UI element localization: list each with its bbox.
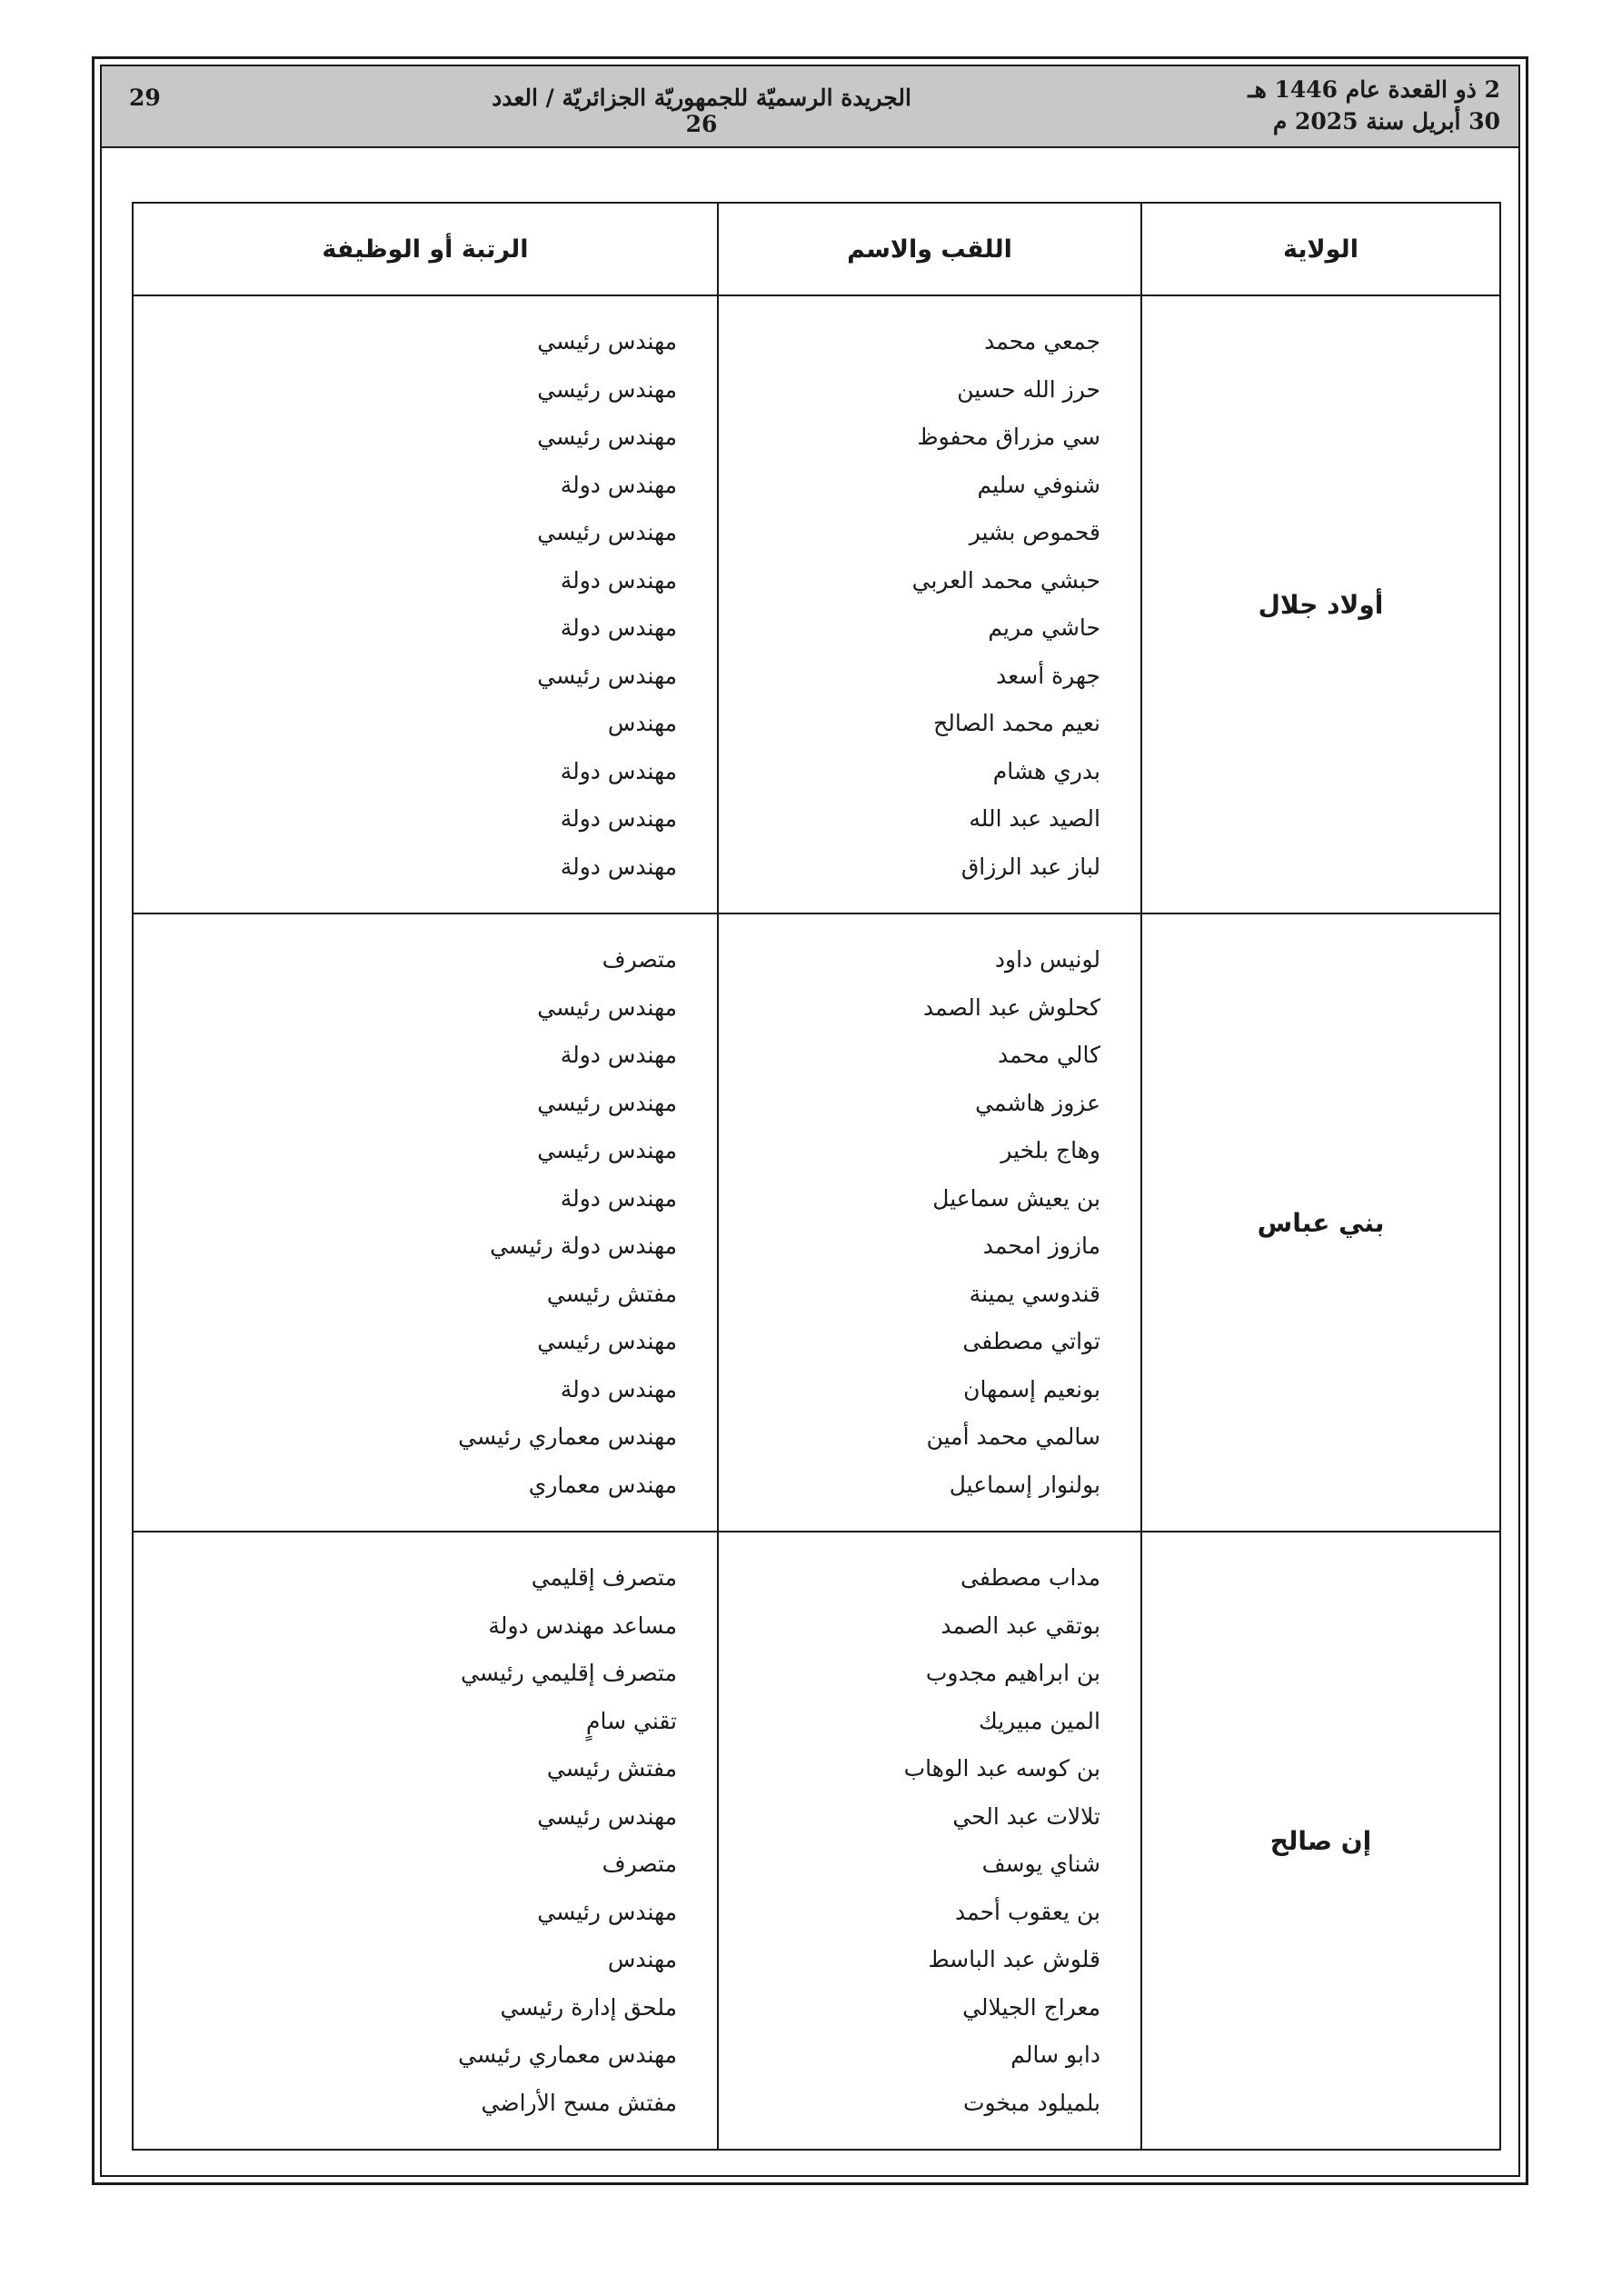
names-cell — [718, 913, 1141, 1532]
person-rank: مهندس معماري رئيسي — [458, 2041, 677, 2068]
person-rank: مفتش مسح الأراضي — [481, 2089, 677, 2116]
person-rank: مهندس رئيسي — [537, 1802, 677, 1830]
person-name: كالي محمد — [997, 1042, 1100, 1068]
person-rank: مهندس رئيسي — [537, 519, 677, 545]
person-name: المين مبيريك — [979, 1707, 1100, 1734]
person-name: حاشي مريم — [988, 614, 1100, 641]
person-rank: مهندس دولة — [560, 805, 677, 832]
header-date-gregorian: 30 أبريل سنة 2025 م — [1272, 108, 1500, 135]
person-name: بلميلود مبخوت — [962, 2089, 1100, 2116]
person-name: بن يعقوب أحمد — [955, 1898, 1100, 1925]
person-name: بن ابراهيم مجدوب — [925, 1660, 1100, 1686]
person-rank: مهندس دولة — [560, 1042, 677, 1068]
person-rank: مهندس دولة — [560, 1184, 677, 1212]
column-header-name: اللقب والاسم — [718, 203, 1141, 295]
person-name: دابو سالم — [1010, 2041, 1100, 2068]
person-rank: مهندس رئيسي — [537, 662, 677, 689]
person-rank: مهندس رئيسي — [537, 1898, 677, 1925]
person-rank: مهندس دولة — [560, 1375, 677, 1403]
person-rank: مهندس رئيسي — [537, 1089, 677, 1116]
person-rank: مهندس رئيسي — [537, 424, 677, 450]
column-header-wilaya: الولاية — [1141, 203, 1500, 295]
person-name: بدري هشام — [992, 757, 1100, 784]
person-name: بولنوار إسماعيل — [949, 1471, 1100, 1498]
wilaya-cell: بني عباس — [1141, 913, 1500, 1532]
person-rank: مهندس رئيسي — [537, 328, 677, 354]
person-rank: تقني سامٍ — [586, 1707, 677, 1734]
person-rank: مهندس معماري — [528, 1471, 677, 1498]
person-rank: مفتش رئيسي — [546, 1755, 677, 1782]
person-rank: متصرف — [602, 1851, 677, 1877]
person-rank: مهندس دولة رئيسي — [490, 1233, 677, 1259]
person-rank: متصرف — [602, 946, 677, 973]
person-name: لباز عبد الرزاق — [960, 853, 1100, 880]
person-name: قندوسي يمينة — [969, 1280, 1100, 1307]
person-rank: ملحق إدارة رئيسي — [500, 1993, 677, 2021]
person-rank: مهندس رئيسي — [537, 1328, 677, 1354]
person-name: لونيس داود — [994, 946, 1100, 973]
ranks-cell — [133, 295, 718, 913]
appointments-table — [132, 202, 1501, 2151]
person-name: بوتقي عبد الصمد — [940, 1612, 1100, 1639]
column-header-rank: الرتبة أو الوظيفة — [133, 203, 718, 295]
person-name: حبشي محمد العربي — [911, 566, 1100, 594]
person-name: سي مزراق محفوظ — [917, 424, 1100, 450]
person-rank: مهندس رئيسي — [537, 375, 677, 403]
person-name: تلالات عبد الحي — [952, 1802, 1100, 1830]
person-name: تواتي مصطفى — [962, 1328, 1100, 1354]
person-rank: مهندس دولة — [560, 471, 677, 498]
person-rank: متصرف إقليمي رئيسي — [461, 1660, 677, 1686]
person-rank: مهندس معماري رئيسي — [458, 1423, 677, 1450]
person-name: مازوز امحمد — [982, 1233, 1100, 1259]
table-group-row — [133, 913, 1500, 1532]
person-rank: مساعد مهندس دولة — [488, 1612, 677, 1639]
person-name: شناي يوسف — [981, 1851, 1100, 1877]
person-rank: مفتش رئيسي — [546, 1280, 677, 1307]
person-name: مداب مصطفى — [960, 1564, 1100, 1591]
person-name: جهرة أسعد — [996, 662, 1100, 689]
person-name: حرز الله حسين — [957, 375, 1100, 403]
person-name: جمعي محمد — [984, 328, 1100, 354]
names-cell — [718, 1532, 1141, 2150]
person-name: عزوز هاشمي — [975, 1089, 1100, 1116]
header-title: الجريدة الرسميّة للجمهوريّة الجزائريّة / العدد 26 — [492, 85, 911, 137]
person-rank: مهندس رئيسي — [537, 993, 677, 1021]
ranks-cell — [133, 913, 718, 1532]
person-name: بن يعيش سماعيل — [932, 1184, 1100, 1212]
person-name: سالمي محمد أمين — [926, 1423, 1100, 1450]
person-rank: مهندس دولة — [560, 566, 677, 594]
person-name: بن كوسه عبد الوهاب — [903, 1755, 1100, 1782]
wilaya-cell: أولاد جلال — [1141, 295, 1500, 913]
person-rank: مهندس رئيسي — [537, 1137, 677, 1163]
header-date-hijri: 2 ذو القعدة عام 1446 هـ — [1248, 76, 1500, 103]
person-name: قلوش عبد الباسط — [928, 1946, 1100, 1972]
page-header — [102, 66, 1518, 148]
person-name: نعيم محمد الصالح — [933, 710, 1100, 736]
header-date — [1248, 74, 1500, 137]
person-name: وهاج بلخير — [1000, 1137, 1100, 1163]
person-rank: مهندس دولة — [560, 853, 677, 880]
names-cell — [718, 295, 1141, 913]
person-name: بونعيم إسمهان — [963, 1375, 1100, 1403]
ranks-cell — [133, 1532, 718, 2150]
person-rank: مهندس دولة — [560, 757, 677, 784]
person-rank: مهندس — [607, 1946, 677, 1972]
person-name: معراج الجيلالي — [962, 1993, 1100, 2021]
person-name: قحموص بشير — [969, 519, 1100, 545]
person-rank: مهندس — [607, 710, 677, 736]
page-number: 29 — [129, 85, 161, 111]
person-name: شنوفي سليم — [977, 471, 1100, 498]
wilaya-cell: إن صالح — [1141, 1532, 1500, 2150]
table-header-row — [133, 203, 1500, 295]
table-group-row — [133, 1532, 1500, 2150]
person-name: كحلوش عبد الصمد — [922, 993, 1100, 1021]
table-group-row — [133, 295, 1500, 913]
person-name: الصيد عبد الله — [969, 805, 1100, 832]
person-rank: متصرف إقليمي — [531, 1564, 677, 1591]
person-rank: مهندس دولة — [560, 614, 677, 641]
